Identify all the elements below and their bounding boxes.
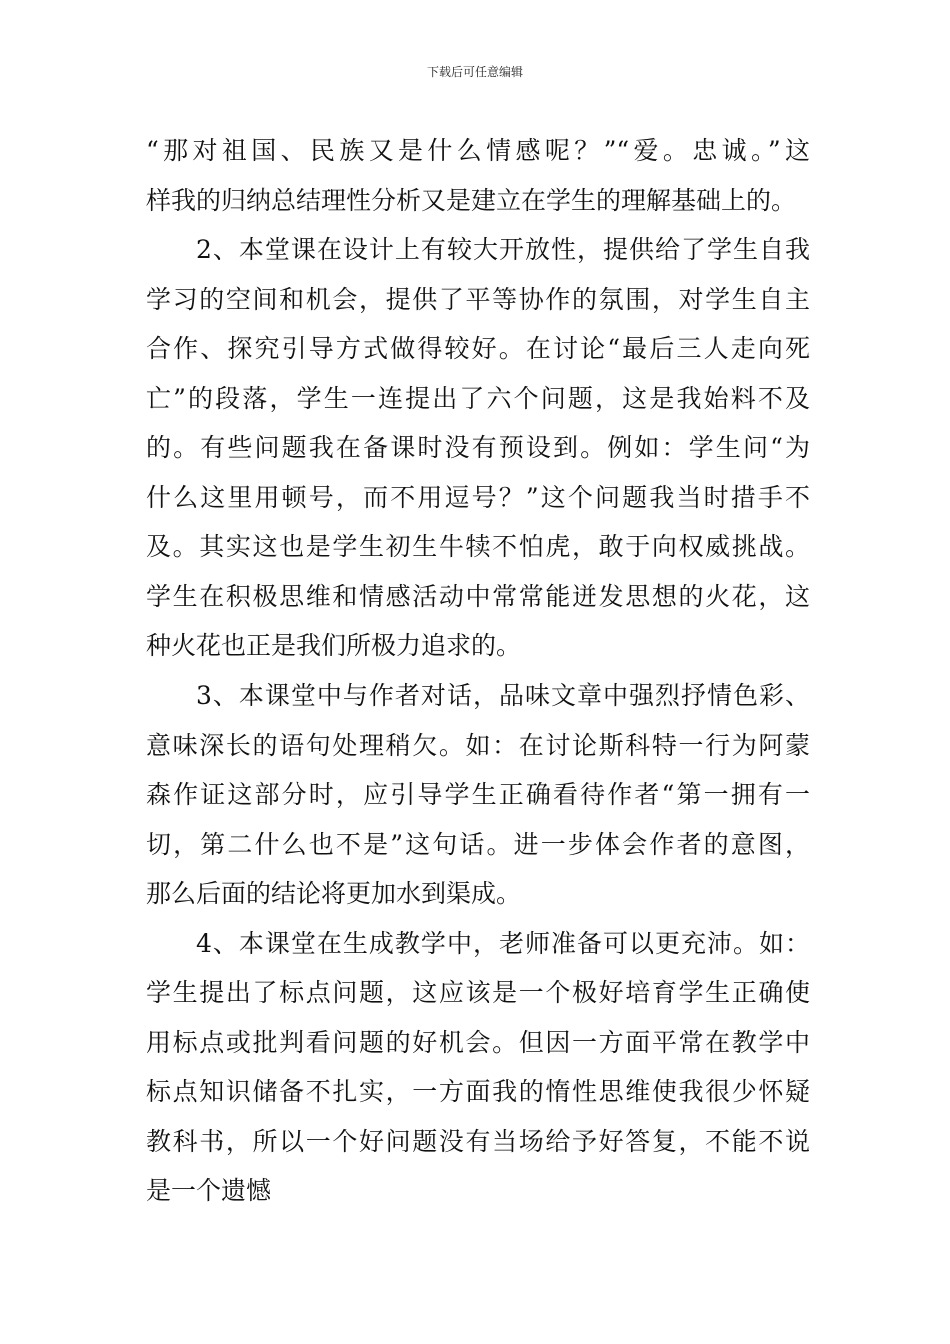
paragraph-start-line: 3、本课堂中与作者对话，品味文章中强烈抒情色彩、 bbox=[196, 681, 810, 711]
text-line: 森作证这部分时，应引导学生正确看待作者“第一拥有一 bbox=[146, 780, 810, 810]
text-line: 学生提出了标点问题，这应该是一个极好培育学生正确使 bbox=[146, 978, 810, 1008]
document-body bbox=[146, 126, 810, 1216]
text-line: 教科书，所以一个好问题没有当场给予好答复，不能不说 bbox=[146, 1126, 810, 1156]
paragraph-start-line: 4、本课堂在生成教学中，老师准备可以更充沛。如： bbox=[196, 928, 810, 958]
text-line: “那对祖国、民族又是什么情感呢？”“爱。忠诚。”这 bbox=[146, 136, 810, 165]
text-line: 合作、探究引导方式做得较好。在讨论“最后三人走向死 bbox=[146, 334, 810, 364]
page-header: 下载后可任意编辑 bbox=[426, 65, 523, 79]
text-line: 学习的空间和机会，提供了平等协作的氛围，对学生自主 bbox=[146, 284, 810, 314]
text-line: 种火花也正是我们所极力追求的。 bbox=[146, 631, 522, 661]
text-line: 用标点或批判看问题的好机会。但因一方面平常在教学中 bbox=[146, 1027, 810, 1057]
text-line: 标点知识储备不扎实，一方面我的惰性思维使我很少怀疑 bbox=[146, 1077, 810, 1107]
text-line: 样我的归纳总结理性分析又是建立在学生的理解基础上的。 bbox=[146, 185, 797, 215]
paragraph-start-line: 2、本堂课在设计上有较大开放性，提供给了学生自我 bbox=[196, 235, 810, 265]
text-line: 什么这里用顿号，而不用逗号？”这个问题我当时措手不 bbox=[146, 482, 810, 512]
text-line: 亡”的段落，学生一连提出了六个问题，这是我始料不及 bbox=[146, 383, 810, 413]
text-line: 学生在积极思维和情感活动中常常能迸发思想的火花，这 bbox=[146, 581, 810, 611]
text-line: 切，第二什么也不是”这句话。进一步体会作者的意图， bbox=[146, 829, 810, 859]
text-line: 的。有些问题我在备课时没有预设到。例如：学生问“为 bbox=[146, 433, 810, 463]
text-line: 意味深长的语句处理稍欠。如：在讨论斯科特一行为阿蒙 bbox=[146, 730, 810, 760]
text-line: 那么后面的结论将更加水到渠成。 bbox=[146, 879, 522, 909]
text-line: 及。其实这也是学生初生牛犊不怕虎，敢于向权威挑战。 bbox=[146, 532, 810, 562]
text-line: 是一个遗憾 bbox=[146, 1176, 272, 1206]
